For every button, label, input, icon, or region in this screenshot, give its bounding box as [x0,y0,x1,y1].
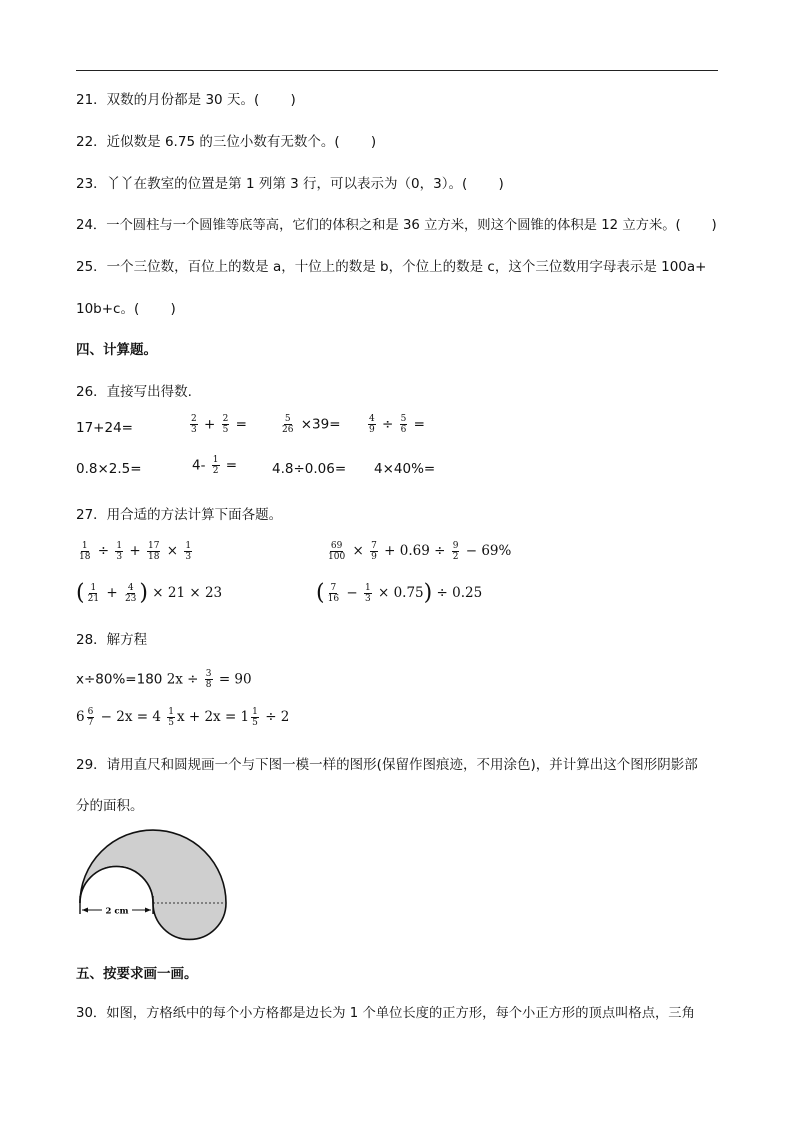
shaded-arc-figure [74,826,234,946]
question-25-line1: 25．一个三位数，百位上的数是 a，十位上的数是 b，个位上的数是 c，这个三位数用字母表示是 100a+ [76,259,707,275]
dimension-label: 2 cm [105,906,129,917]
fraction: $\frac{2}{5}$ [222,414,229,435]
question-29-line1: 29．请用直尺和圆规画一个与下图一模一样的图形(保留作图痕迹，不用涂色)，并计算出这个图形阴影部 [76,757,698,773]
question-27-title: 27．用合适的方法计算下面各题。 [76,507,283,523]
q26-item-8: 4×40%= [374,461,436,477]
section-5-title: 五、按要求画一画。 [76,966,198,982]
q26-item-3: $\frac{5}{26}$ ×39= [282,414,341,435]
question-26-title: 26．直接写出得数. [76,384,192,400]
fraction: $\frac{2}{3}$ [191,414,197,435]
q26-item-5: 0.8×2.5= [76,461,142,477]
q27-expression-3: ( $\frac{1}{21}$ + $\frac{4}{23}$ ) × 21 × 23 [76,580,223,606]
q27-expression-2: $\frac{69}{100}$ × $\frac{7}{9}$ + 0.69 ÷ $\frac{9}{2}$ − 69% [328,541,512,562]
fraction: $\frac{1}{2}$ [212,455,219,476]
question-22: 22．近似数是 6.75 的三位小数有无数个。( ) [76,134,377,150]
q26-item-1: 17+24= [76,420,133,436]
arrow-left-icon [82,908,88,913]
question-30-line1: 30．如图，方格纸中的每个小方格都是边长为 1 个单位长度的正方形，每个小正方形的顶点叫格点，三角 [76,1006,695,1021]
q28-equation-1: x÷80%=180 2x ÷ $\frac{3}{8}$ = 90 [76,669,252,690]
question-25-line2: 10b+c。( ) [76,301,176,317]
arrow-right-icon [145,908,151,913]
header-rule [76,70,718,71]
fraction: $\frac{4}{9}$ [369,414,375,435]
question-23: 23．丫丫在教室的位置是第 1 列第 3 行，可以表示为（0，3）。( ) [76,176,504,192]
question-21: 21．双数的月份都是 30 天。( ) [76,92,296,108]
section-4-title: 四、计算题。 [76,342,157,358]
q27-expression-4: ( $\frac{7}{16}$ − $\frac{1}{3}$ × 0.75) ÷ 0.25 [316,580,483,606]
q28-equation-2: 6 $\frac{6}{7}$ − 2x = 4 $\frac{1}{5}$ x + 2x = 1 $\frac{1}{5}$ ÷ 2 [76,707,290,728]
q26-item-2: $\frac{2}{3}$ + $\frac{2}{5}$ = [191,414,247,435]
question-28-title: 28．解方程 [76,632,148,648]
q27-expression-1: $\frac{1}{18}$ ÷ $\frac{1}{3}$ + $\frac{17}{18}$ × $\frac{1}{3}$ [79,541,192,562]
q26-item-4: $\frac{4}{9}$ ÷ $\frac{5}{6}$ = [369,414,425,435]
q26-item-6: 4- $\frac{1}{2}$ = [192,455,238,476]
question-29-line2: 分的面积。 [76,798,144,814]
q26-item-7: 4.8÷0.06= [272,461,347,477]
fraction: $\frac{5}{6}$ [400,414,407,435]
question-24: 24．一个圆柱与一个圆锥等底等高，它们的体积之和是 36 立方米，则这个圆锥的体积是 12 立方米。( ) [76,218,717,233]
fraction: $\frac{5}{26}$ [282,414,294,435]
